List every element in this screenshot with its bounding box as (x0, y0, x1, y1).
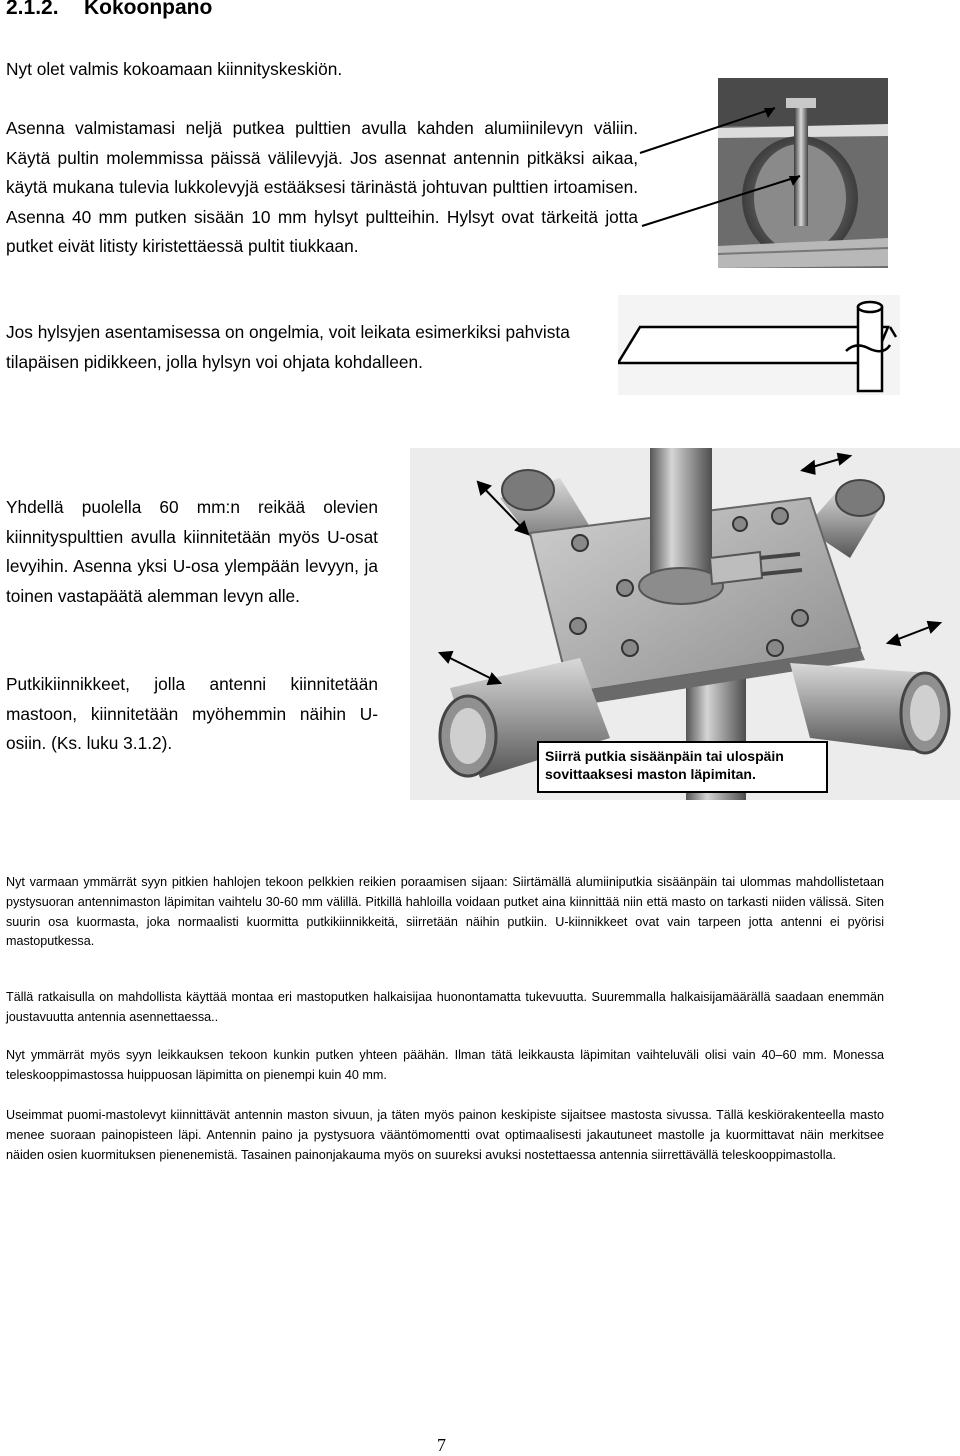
section-heading (6, 0, 212, 20)
u-part-paragraph: Yhdellä puolella 60 mm:n reikää olevien kiinnityspulttien avulla kiinnitetään myös U-osat levyihin. Asenna yksi U-osa ylempään levyyn, ja toinen vastapäätä alemman levyn alle. (6, 497, 378, 606)
page-number: 7 (437, 1435, 446, 1455)
tube-photo-figure (590, 78, 890, 273)
photo-caption: Siirrä putkia sisäänpäin tai ulospäin sovittaaksesi maston läpimitan. (537, 741, 828, 793)
holder-sketch-figure (618, 295, 900, 395)
intro-text: Nyt olet valmis kokoamaan kiinnityskeskiön. (6, 59, 343, 79)
notes-paragraph-4: Useimmat puomi-mastolevyt kiinnittävät antennin maston sivuun, ja täten myös painon keskipiste sijaitsee mastosta sivussa. Tällä keskiörakenteella masto menee suoraan painopisteen läpi. Antennin paino ja pystysuora vääntömomentti ovat optimaalisesti jakautuneet mastolle ja kuormittavat näin merkitsee näiden osien kuormituksen pienenemistä. Tasainen painonjakauma myös on suureksi avuksi nostettaessa antennia siirrettävällä teleskooppimastolla. (6, 1108, 884, 1162)
notes-paragraph-1: Nyt varmaan ymmärrät syyn pitkien hahlojen tekoon pelkkien reikien poraamisen sijaan: Siirtämällä alumiiniputkia sisäänpäin tai ulommas mahdollistetaan pystysuoran antennimaston läpimitan vaihtelu 30-60 mm välillä. Pitkillä hahloilla voidaan putket aina kiinnittää niin että masto on tarkasti niiden välissä. Siten suurin osa kuormasta, joka normaalisti kuormitta putkikiinnikkeitä, siirretään näihin putkiin. U-kiinnikkeet ovat vain tarpeen jotta antenni ei pyörisi mastoputkessa. (6, 875, 884, 949)
section-title: Kokoonpano (84, 0, 213, 19)
holder-paragraph: Jos hylsyjen asentamisessa on ongelmia, voit leikata esimerkiksi pahvista tilapäisen pidikkeen, jolla hylsyn voi ohjata kohdalleen. (6, 322, 570, 372)
section-number: 2.1.2. (6, 0, 59, 19)
pipe-clamp-paragraph: Putkikiinnikkeet, jolla antenni kiinnitetään mastoon, kiinnitetään myöhemmin näihin U-osiin. (Ks. luku 3.1.2). (6, 674, 378, 754)
bolt-in-tube-photo-icon (590, 78, 890, 273)
notes-paragraph-2: Tällä ratkaisulla on mahdollista käyttää montaa eri mastoputken halkaisijaa huonontamatta tukevuutta. Suuremmalla halkaisijamäärällä saadaan enemmän joustavuutta antennia asennettaessa.. (6, 990, 884, 1024)
assembly-paragraph: Asenna valmistamasi neljä putkea pulttien avulla kahden alumiinilevyn väliin. Käytä pultin molemmissa päissä välilevyjä. Jos asennat antennin pitkäksi aikaa, käytä mukana tulevia lukkolevyjä estääksesi tärinästä johtuvan pulttien irtoamisen. Asenna 40 mm putken sisään 10 mm hylsyt pultteihin. Hylsyt ovat tärkeitä jotta putket eivät litisty kiristettäessä pultit tiukkaan. (6, 118, 638, 257)
notes-paragraph-3: Nyt ymmärrät myös syyn leikkauksen tekoon kunkin putken yhteen päähän. Ilman tätä leikkausta läpimitan vaihteluväli olisi vain 40–60 mm. Monessa teleskooppimastossa huippuosan läpimitta on pienempi kuin 40 mm. (6, 1048, 884, 1082)
cardboard-holder-sketch-icon (618, 295, 900, 395)
